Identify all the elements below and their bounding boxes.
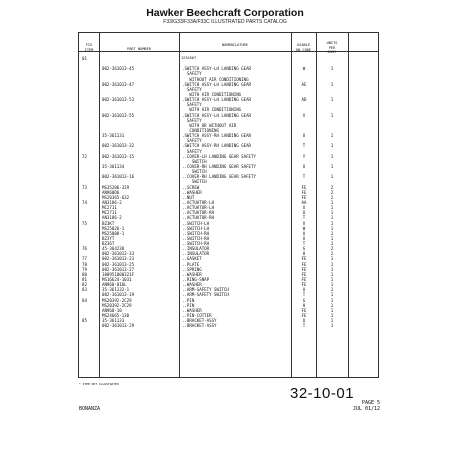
nomenclature-cell: ..ACTUATOR-LH xyxy=(182,199,215,205)
aircraft-model: BONANZA xyxy=(79,406,101,412)
part-number-cell: 35-361133 xyxy=(102,318,125,324)
usable-on-code-cell: H xyxy=(302,302,306,308)
part-number-cell: 002-361013-47 xyxy=(102,81,135,87)
part-number-cell: 002-361013-55 xyxy=(102,112,135,118)
units-per-assy-cell: 1 xyxy=(330,230,334,236)
fig-item-cell: 01 xyxy=(82,56,87,61)
nomenclature-cell: WITH OR WITHOUT AIR xyxy=(182,122,237,128)
usable-on-code-cell: U xyxy=(302,210,306,216)
nomenclature-cell: ..GASKET xyxy=(182,256,202,262)
units-per-assy-cell: 1 xyxy=(330,199,334,205)
part-number-cell: BZ3KT xyxy=(102,220,115,226)
revision-date: JUL 01/12 xyxy=(352,406,380,412)
usable-on-code-cell: FE xyxy=(301,194,307,200)
usable-on-code-cell: T xyxy=(302,143,306,149)
units-per-assy-cell: 1 xyxy=(330,97,334,103)
part-number-cell: AN3186-2 xyxy=(102,199,122,205)
units-per-assy-cell: 1 xyxy=(330,210,334,216)
part-number-cell: 002-361013-45 xyxy=(102,66,135,72)
usable-on-code-cell: U xyxy=(302,318,306,324)
nomenclature-cell: ..COVER-LH LANDING GEAR SAFETY xyxy=(182,153,256,159)
nomenclature-cell: ..SWITCH-RH xyxy=(182,241,210,247)
nomenclature-cell: SAFETY xyxy=(182,138,202,144)
units-per-assy-cell: 1 xyxy=(330,215,334,221)
units-per-assy-cell: 1 xyxy=(330,292,334,298)
nomenclature-cell: .SWITCH ASSY-RH LANDING GEAR xyxy=(182,143,252,149)
nomenclature-cell: SWITCH xyxy=(182,158,207,164)
units-per-assy-cell: 1 xyxy=(330,297,334,303)
units-per-assy-cell: 1 xyxy=(330,282,334,288)
usable-on-code-cell: X xyxy=(302,205,306,211)
fig-item-cell: 84 xyxy=(82,297,87,303)
nomenclature-cell: SAFETY xyxy=(182,117,202,123)
units-per-assy-cell: 1 xyxy=(330,277,334,283)
nomenclature-cell: ..SWITCH-LH xyxy=(182,220,210,226)
fig-item-cell: 74 xyxy=(82,199,87,205)
nomenclature-cell: WITH AIR CONDITIONING xyxy=(182,91,242,97)
nomenclature-cell: SWITCH xyxy=(182,169,207,175)
nomenclature-cell: CONDITIONING xyxy=(182,127,219,133)
table-body xyxy=(79,56,378,328)
nomenclature-cell: .SWITCH ASSY-RH LANDING GEAR xyxy=(182,133,252,139)
usable-on-code-cell: U xyxy=(302,133,306,139)
fig-item-cell: 77 xyxy=(82,256,87,262)
units-per-assy-cell: 2 xyxy=(330,184,334,190)
fig-item-cell: 73 xyxy=(82,184,87,190)
section-number: 32-10-01 xyxy=(290,385,355,402)
units-per-assy-cell: 1 xyxy=(330,174,334,180)
units-per-assy-cell: 1 xyxy=(330,266,334,272)
fig-item-cell: 76 xyxy=(82,246,87,252)
nomenclature-cell: ..SWITCH-RH xyxy=(182,235,210,241)
nomenclature-cell: ..WASHER xyxy=(182,307,202,313)
part-number-cell: MS24665-130 xyxy=(102,313,130,319)
nomenclature-cell: SWITCH xyxy=(182,179,207,185)
nomenclature-cell: ..SWITCH-LH xyxy=(182,225,210,231)
units-per-assy-cell: 2 xyxy=(330,194,334,200)
nomenclature-cell: SAFETY xyxy=(182,71,202,77)
usable-on-code-cell: AE xyxy=(301,81,307,87)
units-per-assy-cell: 1 xyxy=(330,81,334,87)
nomenclature-cell: ..SWITCH-RH xyxy=(182,230,210,236)
usable-on-code-cell: FE xyxy=(301,266,307,272)
usable-on-code-cell: AA xyxy=(301,199,307,205)
usable-on-code-cell: T xyxy=(302,323,306,329)
usable-on-code-cell: G xyxy=(302,246,306,252)
units-per-assy-cell: 1 xyxy=(330,205,334,211)
part-number-cell: 002-361013-29 xyxy=(102,323,135,329)
nomenclature-cell: ..ACTUATOR-RH xyxy=(182,210,215,216)
usable-on-code-cell: FE xyxy=(301,313,307,319)
part-number-cell: 35-361134 xyxy=(102,163,125,169)
nomenclature-cell: ..WASHER xyxy=(182,271,202,277)
nomenclature-cell: ..PIN xyxy=(182,302,195,308)
nomenclature-cell: ..BRACKET-ASSY xyxy=(182,318,217,324)
nomenclature-cell: WITHOUT AIR CONDITIONING xyxy=(182,76,249,82)
nomenclature-cell: ..NUT xyxy=(182,194,195,200)
units-per-assy-cell: 2 xyxy=(330,246,334,252)
usable-on-code-cell: FE xyxy=(301,277,307,283)
nomenclature-cell: .SWITCH ASSY-LH LANDING GEAR xyxy=(182,112,252,118)
catalog-subtitle: F33/G33/F33A/F33C ILLUSTRATED PARTS CATALOG xyxy=(163,19,287,25)
nomenclature-cell: ..PLATE xyxy=(182,261,200,267)
part-number-cell: 35-361132-1 xyxy=(102,287,130,293)
units-per-assy-cell: 1 xyxy=(330,302,334,308)
nomenclature-cell: ..SCREW xyxy=(182,184,200,190)
usable-on-code-cell: U xyxy=(302,163,306,169)
part-number-cell: 45-364238 xyxy=(102,246,125,252)
usable-on-code-cell: Y xyxy=(302,153,306,159)
usable-on-code-cell: FE xyxy=(301,282,307,288)
nomenclature-cell: ..BRACKET-ASSY xyxy=(182,323,217,329)
units-per-assy-cell: 2 xyxy=(330,189,334,195)
nomenclature-cell: ..ACTUATOR-RH xyxy=(182,215,215,221)
fig-item-cell: 82 xyxy=(82,282,87,288)
part-number-cell: MS16624-1031 xyxy=(102,277,132,283)
nomenclature-cell: ..SPRING xyxy=(182,266,202,272)
nomenclature-cell: ..INSULATOR xyxy=(182,246,210,252)
units-per-assy-cell: 1 xyxy=(330,323,334,329)
units-per-assy-cell: 1 xyxy=(330,307,334,313)
part-number-cell: AN960D6 xyxy=(102,189,120,195)
fig-item-cell: 79 xyxy=(82,266,87,272)
part-number-cell: 002-361013-23 xyxy=(102,256,135,262)
usable-on-code-cell: U xyxy=(302,287,306,293)
units-per-assy-cell: 1 xyxy=(330,318,334,324)
page-number: PAGE 5 xyxy=(361,400,380,406)
units-per-assy-cell: 1 xyxy=(330,220,334,226)
nomenclature-cell: .SWITCH ASSY-LH LANDING GEAR xyxy=(182,97,252,103)
usable-on-code-cell: FE xyxy=(301,307,307,313)
part-number-cell: 002-361013-53 xyxy=(102,97,135,103)
nomenclature-cell: ..PIN-COTTER xyxy=(182,313,212,319)
units-per-assy-cell: 1 xyxy=(330,313,334,319)
fig-item-cell: 81 xyxy=(82,277,87,283)
usable-on-code-cell: G xyxy=(302,297,306,303)
units-per-assy-cell: 1 xyxy=(330,225,334,231)
nomenclature-cell: WITH AIR CONDITIONING xyxy=(182,107,242,113)
nomenclature-cell: .SWITCH ASSY-LH LANDING GEAR xyxy=(182,81,252,87)
usable-on-code-cell: T xyxy=(302,174,306,180)
fig-item-cell: 80 xyxy=(82,271,87,277)
usable-on-code-cell: U xyxy=(302,230,306,236)
nomenclature-cell: SAFETY xyxy=(182,148,202,154)
nomenclature-cell: ..PIN xyxy=(182,297,195,303)
part-number-cell: 002-361013-32 xyxy=(102,143,135,149)
company-title: Hawker Beechcraft Corporation xyxy=(146,7,304,19)
units-per-assy-cell: 1 xyxy=(330,235,334,241)
part-number-cell: 002-361013-27 xyxy=(102,266,135,272)
units-per-assy-cell: 1 xyxy=(330,163,334,169)
part-number-cell: MS20392-2C29 xyxy=(102,297,132,303)
nomenclature-cell: ..WASHER xyxy=(182,189,202,195)
units-per-assy-cell: 1 xyxy=(330,261,334,267)
usable-on-code-cell: FE xyxy=(301,271,307,277)
usable-on-code-cell: X xyxy=(302,112,306,118)
part-number-cell: 002-361013-19 xyxy=(102,292,135,298)
fig-item-cell: 83 xyxy=(82,287,87,293)
usable-on-code-cell: FE xyxy=(301,189,307,195)
usable-on-code-cell: T xyxy=(302,241,306,247)
nomenclature-cell: ..WASHER xyxy=(182,282,202,288)
units-per-assy-cell: 1 xyxy=(330,143,334,149)
nomenclature-cell: ..ACTUATOR-LH xyxy=(182,205,215,211)
usable-on-code-header: USABLE ON CODE xyxy=(295,43,312,52)
nomenclature-header: NOMENCLATURE 1234567 xyxy=(181,43,248,61)
part-number-cell: 100951000321F xyxy=(102,271,135,277)
part-number-cell: MS20365-632 xyxy=(102,194,130,200)
units-per-assy-cell: 1 xyxy=(330,112,334,118)
units-per-assy-cell: 1 xyxy=(330,256,334,262)
footnote: * ITEM NOT ILLUSTRATED xyxy=(79,382,119,386)
usable-on-code-cell: W xyxy=(302,225,306,231)
part-number-cell: MC2711 xyxy=(102,205,117,211)
fig-item-cell: 78 xyxy=(82,261,87,267)
table-row xyxy=(79,323,378,328)
usable-on-code-cell: FE xyxy=(301,184,307,190)
units-per-assy-header: UNITS PER ASSY xyxy=(326,41,338,54)
part-number-header: PART NUMBER xyxy=(127,47,151,52)
units-per-assy-cell: 1 xyxy=(330,66,334,72)
units-per-assy-cell: 1 xyxy=(330,241,334,247)
units-per-assy-cell: 1 xyxy=(330,133,334,139)
usable-on-code-cell: T xyxy=(302,215,306,221)
units-per-assy-cell: 2 xyxy=(330,251,334,257)
part-number-cell: MS35206-329 xyxy=(102,184,130,190)
units-per-assy-cell: 1 xyxy=(330,271,334,277)
part-number-cell: BZ36T xyxy=(102,241,115,247)
part-number-cell: 35-361131 xyxy=(102,133,125,139)
part-number-cell: 002-361013-16 xyxy=(102,174,135,180)
part-number-cell: 002-361013-15 xyxy=(102,153,135,159)
part-number-cell: MC2711 xyxy=(102,210,117,216)
nomenclature-cell: ..COVER-RH LANDING GEAR SAFETY xyxy=(182,163,256,169)
parts-table xyxy=(78,32,379,378)
nomenclature-cell: .SWITCH ASSY-LH LANDING GEAR xyxy=(182,66,252,72)
nomenclature-cell: ..RING-SNAP xyxy=(182,277,210,283)
nomenclature-cell: ..INSULATOR xyxy=(182,251,210,257)
usable-on-code-cell: H xyxy=(302,251,306,257)
usable-on-code-cell: FE xyxy=(301,261,307,267)
usable-on-code-cell: T xyxy=(302,292,306,298)
fig-header: FIG ITEM xyxy=(84,43,94,52)
usable-on-code-cell: AD xyxy=(301,97,307,103)
usable-on-code-cell: V xyxy=(302,220,306,226)
part-number-cell: 002-361013-33 xyxy=(102,251,135,257)
nomenclature-cell: ..ARM-SAFETY SWITCH xyxy=(182,287,229,293)
fig-item-cell: 72 xyxy=(82,153,87,159)
part-number-cell: MS25026-1 xyxy=(102,225,125,231)
usable-on-code-cell: U xyxy=(302,235,306,241)
usable-on-code-cell: FE xyxy=(301,256,307,262)
units-per-assy-cell: 1 xyxy=(330,153,334,159)
part-number-cell: AN3186-2 xyxy=(102,215,122,221)
nomenclature-cell: SAFETY xyxy=(182,102,202,108)
part-number-cell: AN960-816L xyxy=(102,282,127,288)
part-number-cell: BZ3YT xyxy=(102,235,115,241)
nomenclature-cell: ..COVER-RH LANDING GEAR SAFETY xyxy=(182,174,256,180)
fig-item-cell: 75 xyxy=(82,220,87,226)
fig-item-cell: 85 xyxy=(82,318,87,324)
nomenclature-cell: ..ARM-SAFETY SWITCH xyxy=(182,292,229,298)
nomenclature-cell: SAFETY xyxy=(182,86,202,92)
part-number-cell: MS25008-1 xyxy=(102,230,125,236)
units-per-assy-cell: 1 xyxy=(330,287,334,293)
part-number-cell: MS20392-2C29 xyxy=(102,302,132,308)
part-number-cell: AN960-10 xyxy=(102,307,122,313)
part-number-cell: 002-361013-25 xyxy=(102,261,135,267)
usable-on-code-cell: W xyxy=(302,66,306,72)
